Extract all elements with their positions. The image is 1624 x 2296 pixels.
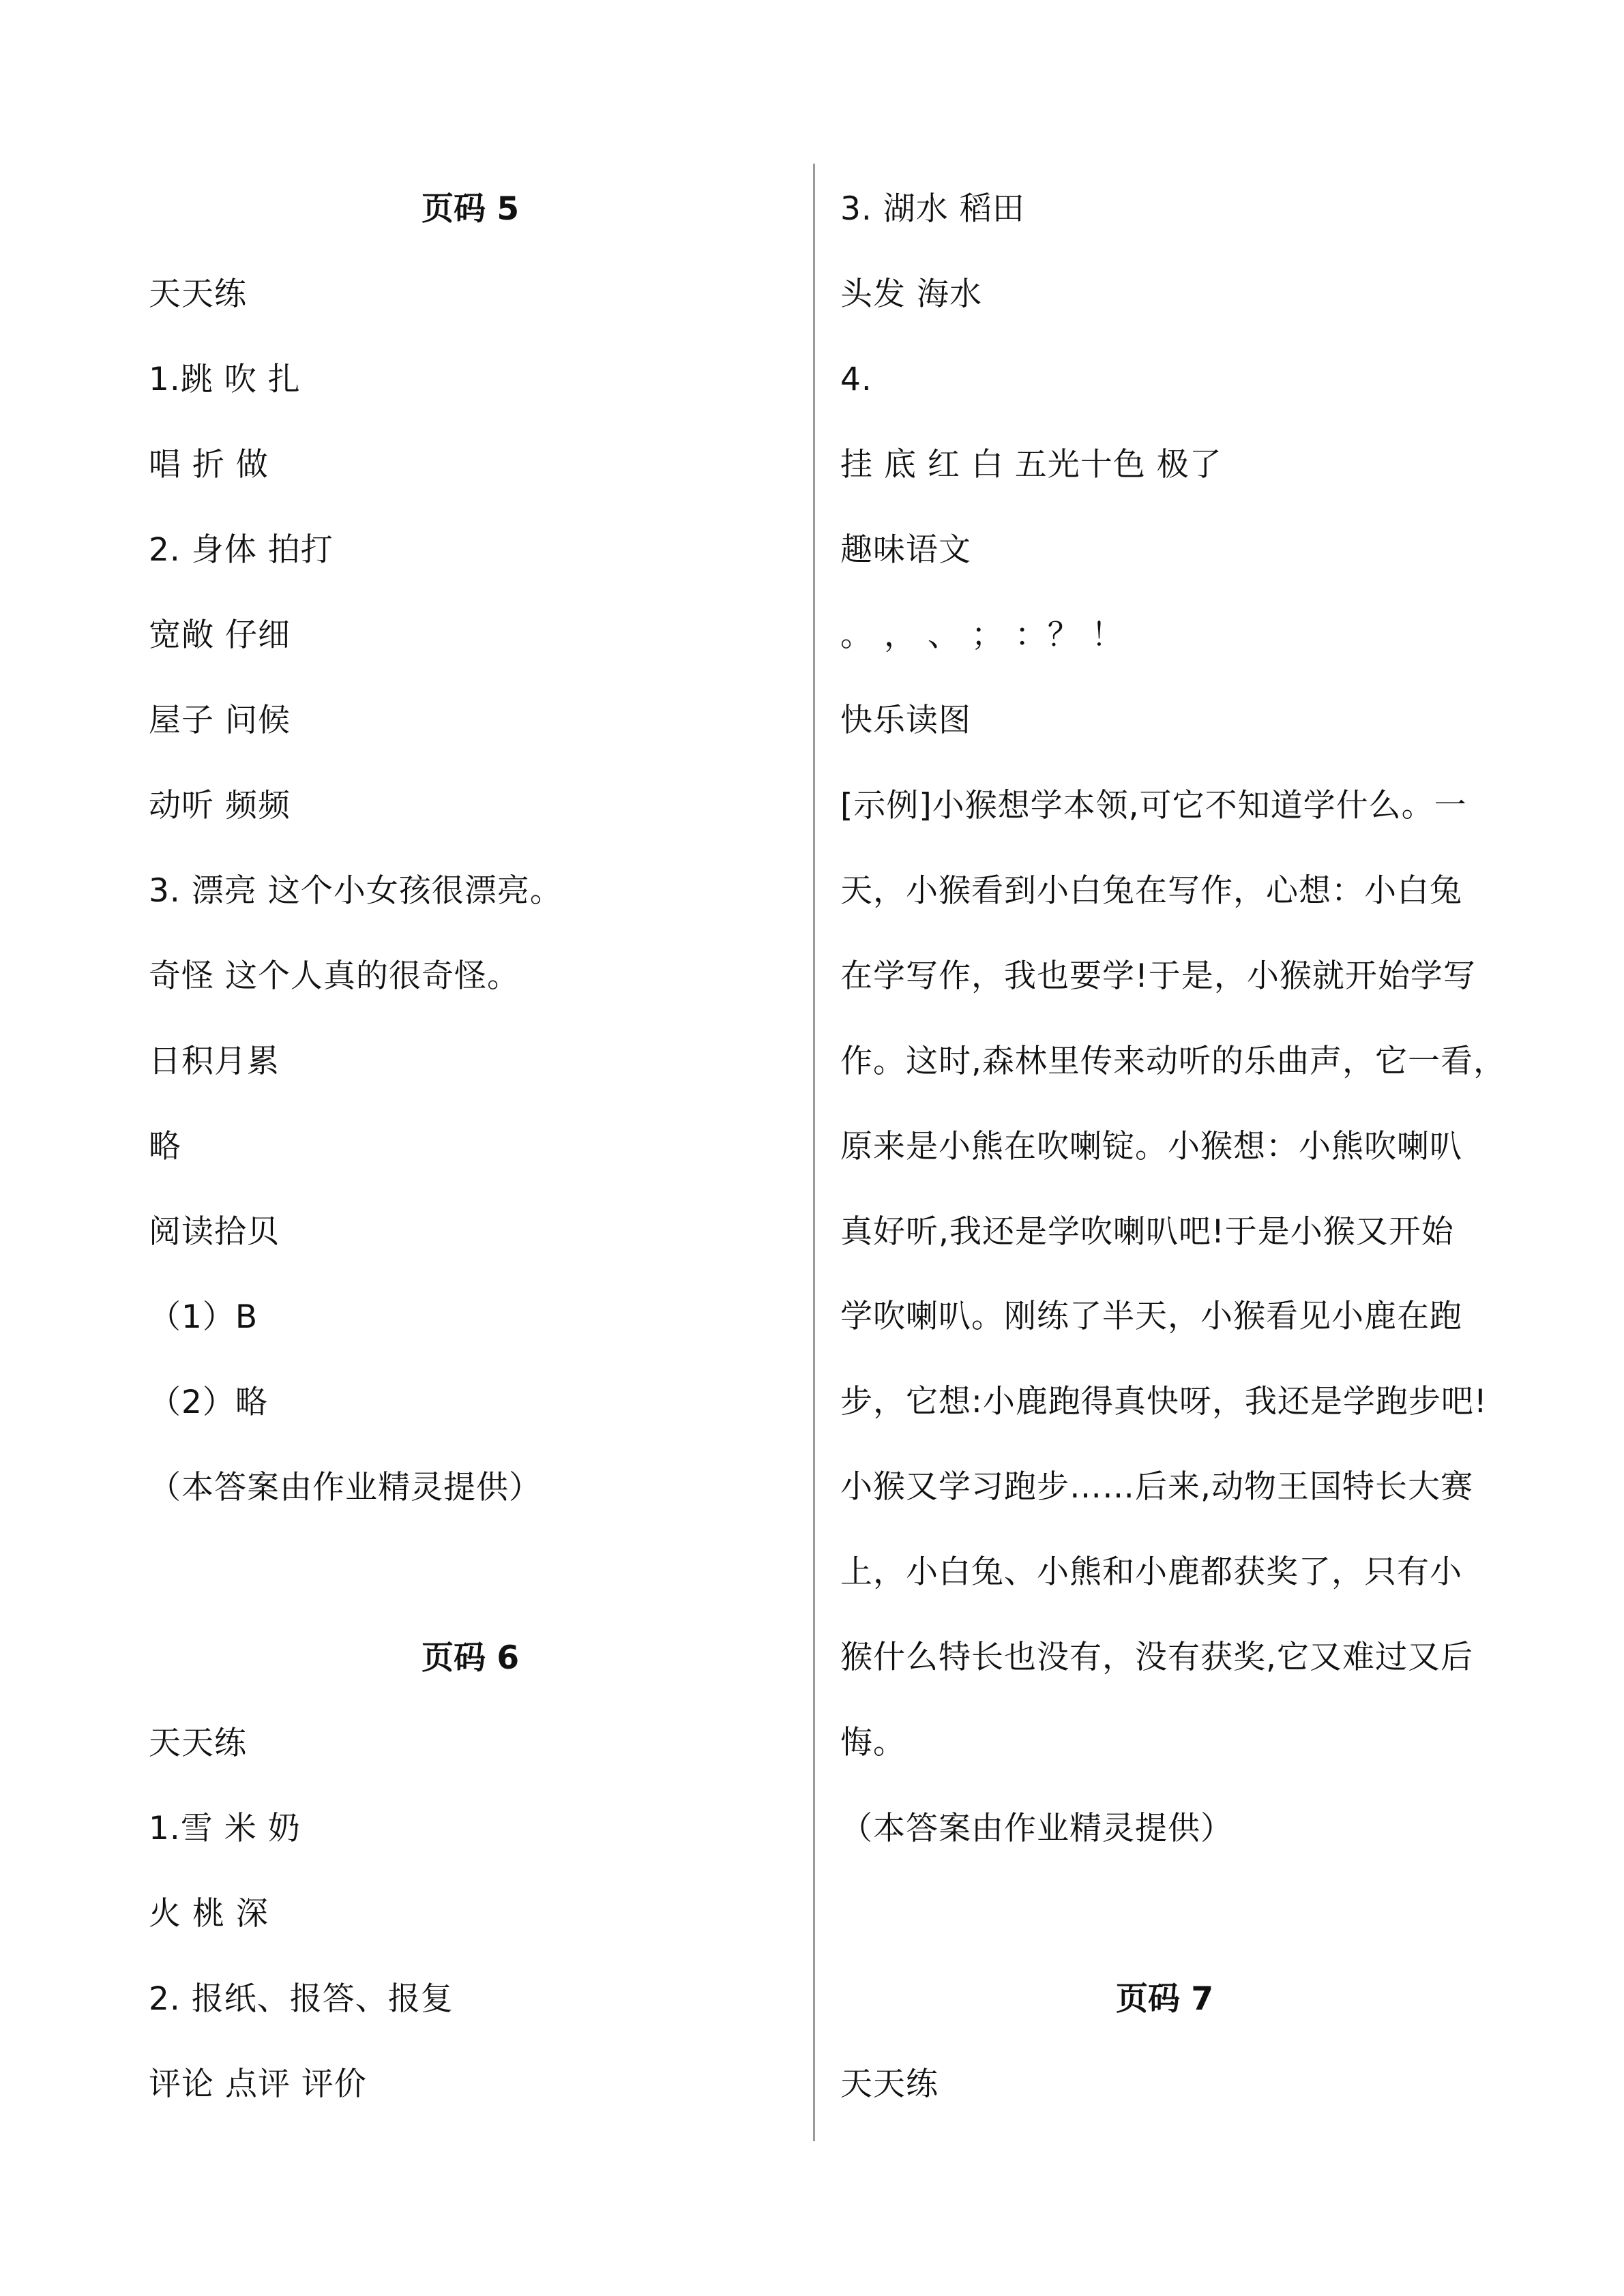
text-line: 火 桃 深 [149, 1895, 269, 1933]
text-line: 3. 漂亮 这个小女孩很漂亮。 [149, 872, 563, 910]
text-line: 唱 折 做 [149, 446, 269, 483]
text-line: 1.雪 米 奶 [149, 1810, 301, 1847]
credit-line: （本答案由作业精灵提供） [840, 1810, 1233, 1847]
text-line: 1.跳 吹 扎 [149, 361, 301, 398]
text-line: 挂 底 红 白 五光十色 极了 [840, 446, 1222, 483]
paragraph-line: 学吹喇叭。刚练了半天，小猴看见小鹿在跑 [840, 1298, 1462, 1336]
paragraph-line: 上，小白兔、小熊和小鹿都获奖了，只有小 [840, 1553, 1462, 1592]
text-line: 奇怪 这个人真的很奇怪。 [149, 957, 520, 995]
text-line: 天天练 [840, 2066, 939, 2103]
example-paragraph [840, 764, 1506, 1786]
text-line: 趣味语文 [840, 531, 971, 569]
page-heading-5: 页码 5 [422, 190, 520, 228]
paragraph-line: 真好听,我还是学吹喇叭吧!于是小猴又开始 [840, 1212, 1454, 1251]
paragraph-line: 悔。 [840, 1723, 906, 1761]
text-line: 天天练 [149, 1725, 247, 1762]
paragraph-line: 猴什么特长也没有，没有获奖,它又难过又后 [840, 1639, 1473, 1677]
text-line: 屋子 问候 [149, 702, 291, 739]
text-line: 快乐读图 [840, 702, 971, 739]
page-heading-7: 页码 7 [1116, 1980, 1214, 2018]
text-line: 评论 点评 评价 [149, 2066, 367, 2103]
paragraph-line: 天，小猴看到小白兔在写作，心想：小白兔 [840, 871, 1462, 910]
text-line: （2）略 [149, 1384, 268, 1421]
credit-line: （本答案由作业精灵提供） [149, 1469, 542, 1506]
paragraph-line: 小猴又学习跑步……后来,动物王国特长大赛 [840, 1468, 1473, 1506]
text-line: （1）B [149, 1298, 259, 1336]
text-line: 宽敞 仔细 [149, 616, 291, 654]
text-line: 天天练 [149, 275, 247, 313]
paragraph-line: 原来是小熊在吹喇锭。小猴想：小熊吹喇叭 [840, 1127, 1462, 1165]
column-divider [813, 164, 815, 2141]
text-line: 略 [149, 1128, 181, 1165]
punctuation-line: 。 ， 、 ； ：？ ！ [840, 616, 1124, 654]
page-heading-6: 页码 6 [422, 1639, 520, 1677]
paragraph-line: 步，它想:小鹿跑得真快呀，我还是学跑步吧! [840, 1383, 1488, 1421]
text-line: 3. 湖水 稻田 [840, 190, 1025, 228]
text-line: 阅读拾贝 [149, 1213, 280, 1251]
text-line: 头发 海水 [840, 275, 982, 313]
paragraph-line: [示例]小猴想学本领,可它不知道学什么。一 [840, 787, 1467, 824]
text-line: 2. 身体 拍打 [149, 531, 334, 569]
text-line: 日积月累 [149, 1043, 280, 1080]
paragraph-line: 在学写作，我也要学!于是，小猴就开始学写 [840, 957, 1476, 995]
text-line: 动听 频频 [149, 787, 291, 824]
text-line: 2. 报纸、报答、报复 [149, 1980, 454, 2018]
text-line: 4. [840, 361, 872, 398]
paragraph-line: 作。这时,森林里传来动听的乐曲声，它一看， [840, 1042, 1506, 1080]
